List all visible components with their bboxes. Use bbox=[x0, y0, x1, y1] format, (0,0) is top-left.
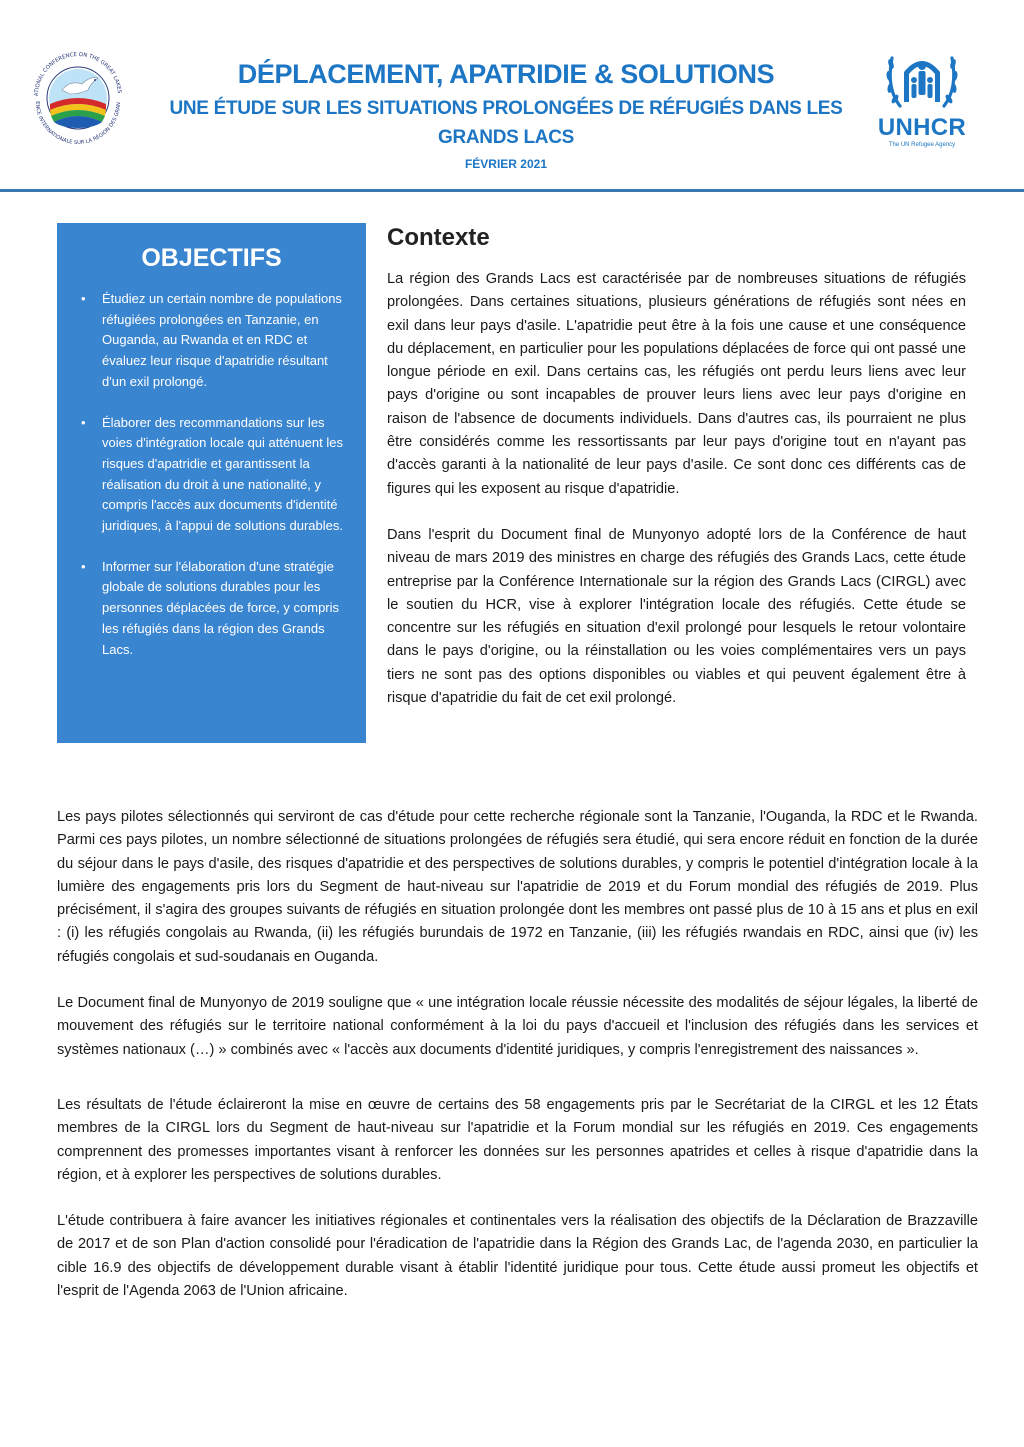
bullet-icon: • bbox=[81, 291, 86, 306]
context-paragraph: La région des Grands Lacs est caractérisée par de nombreuses situations de réfugiés prolongées. Dans certaines situations, plusieurs générations de réfugiés sont nées en exil dans leur pays d'asile. L'apatridie peut être à la fois une cause et une conséquence du déplacement, en particulier pour les populations déplacées de force qui ont passé une longue période en exil. Dans certains cas, les réfugiés ont perdu leurs liens avec leur pays d'origine ou sont incapables de prouver leurs liens avec leur pays d'origine en raison de l'absence de documents individuels. Dans d'autres cas, ils pourraient ne plus être considérés comme les ressortissants par leur pays d'origine tout en n'ayant pas d'accès garanti à la nationalité de leur pays d'asile. Ce sont donc ces différents cas de figures qui les exposent au risque d'apatridie. bbox=[387, 271, 966, 497]
unhcr-laurel-family-icon bbox=[880, 44, 964, 110]
bullet-icon: • bbox=[81, 414, 86, 430]
bullet-icon: • bbox=[81, 558, 86, 574]
objective-item bbox=[79, 557, 351, 661]
document-date: FÉVRIER 2021 bbox=[464, 157, 548, 171]
page-header bbox=[0, 0, 1024, 192]
header-titles bbox=[140, 56, 872, 173]
body-paragraph: Le Document final de Munyonyo de 2019 souligne que « une intégration locale réussie nécessite des modalités de séjour légales, la liberté de mouvement des réfugiés sur le territoire national conformément à la loi du pays d'accueil et l'inclusion des réfugiés dans les services et systèmes nationaux (…) » combinés avec « l'accès aux documents d'identité juridiques, y compris l'enregistrement des naissances ». bbox=[57, 995, 978, 1058]
objectives-panel bbox=[57, 223, 366, 743]
objective-text: Informer sur l'élaboration d'une stratégie globale de solutions durables pour les personnes déplacées de force, y compris les réfugiés dans la région des Grands Lacs. bbox=[102, 558, 340, 657]
objective-item bbox=[79, 289, 351, 393]
cirgl-seal-graphic bbox=[24, 34, 132, 158]
objectives-title: OBJECTIFS bbox=[141, 244, 282, 272]
body-section bbox=[57, 806, 978, 1303]
document-title: DÉPLACEMENT, APATRIDIE & SOLUTIONS bbox=[237, 59, 775, 89]
unhcr-tagline: The UN Refugee Agency bbox=[888, 142, 956, 148]
unhcr-logo bbox=[872, 44, 972, 148]
objective-text: Étudiez un certain nombre de populations réfugiées prolongées en Tanzanie, en Ouganda, au Rwanda et en RDC et évaluez leur risque d'apatridie résultant d'un exil prolongé. bbox=[102, 291, 342, 389]
objective-item bbox=[79, 413, 351, 537]
cirgl-seal-text-bottom: ENCE INTERNATIONALE SUR LA RÉGION DES GRAN bbox=[33, 101, 123, 147]
body-paragraph: Les résultats de l'étude éclaireront la mise en œuvre de certains des 58 engagements pris par le Secrétariat de la CIRGL et les 12 États membres de la CIRGL lors du Segment de haut-niveau sur l'apatridie et la Forum mondial sur les réfugiés en 2019. Ces engagements comprennent des promesses importantes visant à renforcer les données sur les personnes apatrides et celles à risque d'apatridie dans la région, et à explorer les perspectives de solutions durables. bbox=[57, 1096, 978, 1183]
cirgl-seal-dove-icon bbox=[24, 34, 132, 158]
objectives-list bbox=[79, 289, 351, 680]
cirgl-seal-text-top: ATIONAL CONFERENCE ON THE GREAT LAKES bbox=[33, 51, 122, 97]
context-section bbox=[387, 222, 966, 710]
header-divider bbox=[0, 189, 1024, 192]
body-paragraph: Les pays pilotes sélectionnés qui serviront de cas d'étude pour cette recherche régionale sont la Tanzanie, l'Ouganda, la RDC et le Rwanda. Parmi ces pays pilotes, un nombre sélectionné de situations prolongées de réfugiés sera étudié, qui sera encore réduit en fonction de la durée du séjour dans le pays d'asile, des risques d'apatridie et des perspectives de solutions durables, y compris le potentiel d'intégration locale à la lumière des engagements pris lors du Segment de haut-niveau sur l'apatridie de 2019 et du Forum mondial des réfugiés de 2019. Plus précisément, il s'agira des groupes suivants de réfugiés en situation prolongée dont les membres ont passé plus de 10 à 15 ans et plus en exil : (i) les réfugiés congolais au Rwanda, (ii) les réfugiés burundais de 1972 en Tanzanie, (iii) les réfugiés rwandais en RDC, ainsi que (iv) les réfugiés congolais et sud-soudanais en Ouganda. bbox=[57, 809, 978, 965]
document-subtitle: UNE ÉTUDE SUR LES SITUATIONS PROLONGÉES DE RÉFUGIÉS DANS LES GRANDS LACS bbox=[169, 98, 843, 148]
objective-text: Élaborer des recommandations sur les voies d'intégration locale qui atténuent les risques d'apatridie et garantissent la réalisation du droit à une nationalité, y compris l'accès aux documents d'identité juridiques, à l'appui de solutions durables. bbox=[102, 414, 343, 534]
unhcr-wordmark: UNHCR bbox=[877, 114, 967, 141]
context-heading: Contexte bbox=[387, 224, 490, 251]
context-paragraph: Dans l'esprit du Document final de Munyonyo adopté lors de la Conférence de haut niveau de mars 2019 des ministres en charge des réfugiés des Grands Lacs, cette étude entreprise par la Conférence Internationale sur la région des Grands Lacs (CIRGL) avec le soutien du HCR, vise à explorer l'intégration locale des réfugiés. Cette étude se concentre sur les réfugiés en situation d'exil prolongé pour lesquels le retour volontaire dans le pays d'origine, ou la réinstallation ou les voies complémentaires vers un pays tiers ne sont pas des options disponibles ou viables et qui peuvent également être à risque d'apatridie du fait de cet exil prolongé. bbox=[387, 526, 966, 707]
body-paragraph: L'étude contribuera à faire avancer les initiatives régionales et continentales vers la réalisation des objectifs de la Déclaration de Brazzaville de 2017 et de son Plan d'action consolidé pour l'éradication de l'apatridie dans la Région des Grands Lac, de l'agenda 2030, en particulier la cible 16.9 des objectifs de développement durable visant à établir l'identité juridique pour tous. Cette étude aussi promeut les objectifs et l'esprit de l'Agenda 2063 de l'Union africaine. bbox=[57, 1213, 978, 1300]
